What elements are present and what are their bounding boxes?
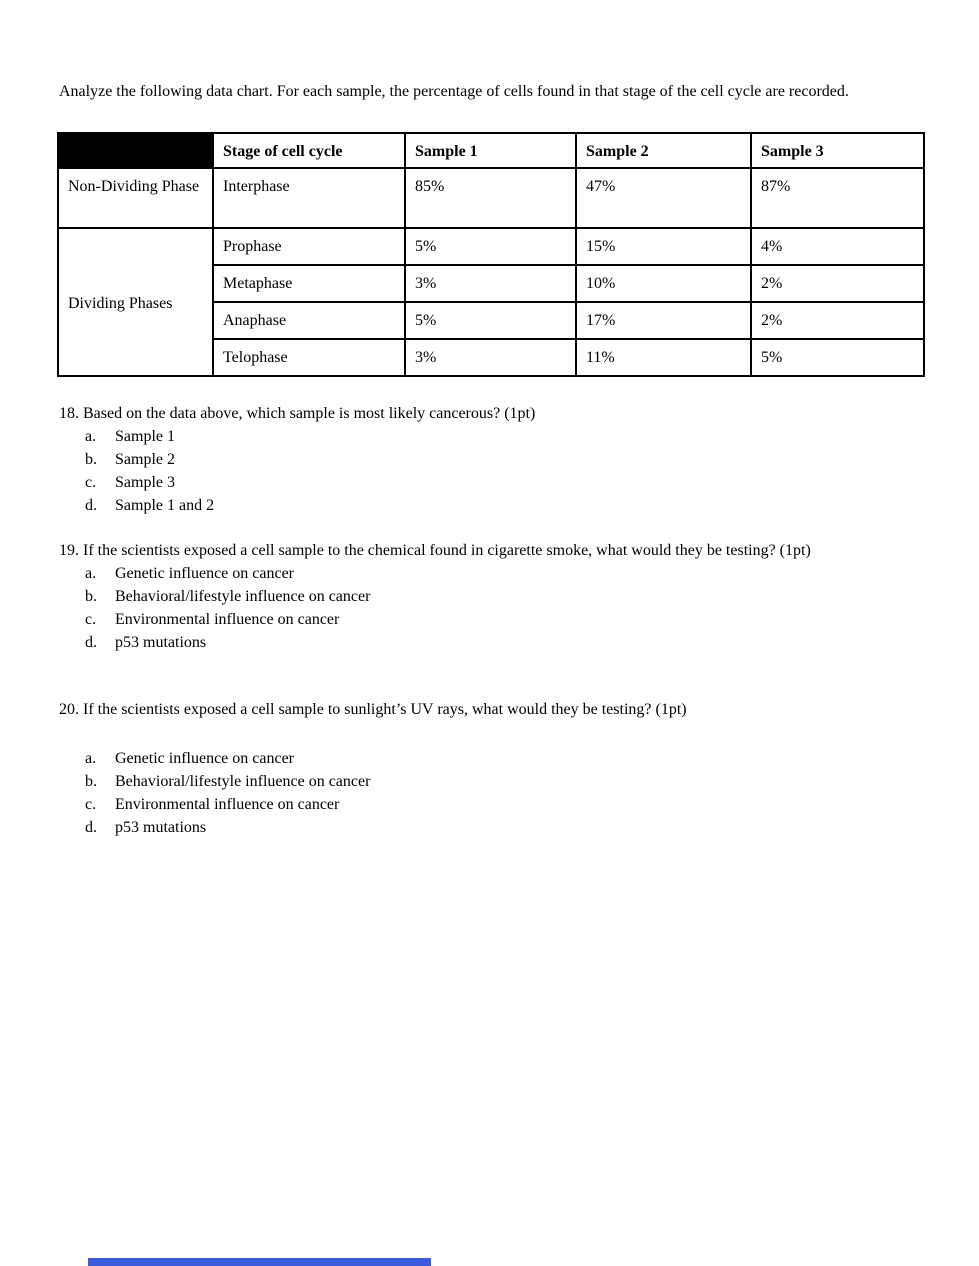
option-text: Behavioral/lifestyle influence on cancer xyxy=(115,588,371,605)
table-row-interphase xyxy=(58,168,924,228)
column-header-sample2: Sample 2 xyxy=(576,133,751,168)
option-b xyxy=(85,585,931,608)
question-number: 19. xyxy=(59,542,79,559)
question-20 xyxy=(59,698,939,839)
option-c xyxy=(85,471,939,494)
option-letter: c. xyxy=(85,611,97,628)
option-text: Environmental influence on cancer xyxy=(115,611,340,628)
option-a xyxy=(85,425,939,448)
option-c xyxy=(85,608,931,631)
column-header-stage: Stage of cell cycle xyxy=(213,133,405,168)
stage-cell: Interphase xyxy=(213,168,405,228)
value-cell: 2% xyxy=(751,302,924,339)
bottom-blue-bar xyxy=(88,1258,431,1266)
option-letter: d. xyxy=(85,819,97,836)
stage-cell: Metaphase xyxy=(213,265,405,302)
column-header-sample1: Sample 1 xyxy=(405,133,576,168)
option-d xyxy=(85,631,931,654)
value-cell: 5% xyxy=(405,302,576,339)
option-text: Sample 3 xyxy=(115,474,175,491)
value-cell: 3% xyxy=(405,339,576,376)
option-letter: b. xyxy=(85,588,97,605)
option-letter: a. xyxy=(85,750,97,767)
question-number: 20. xyxy=(59,701,79,718)
value-cell: 5% xyxy=(405,228,576,265)
question-text: If the scientists exposed a cell sample to the chemical found in cigarette smoke, what would they be testing? (1pt) xyxy=(83,542,811,559)
option-d xyxy=(85,816,939,839)
question-18-text xyxy=(59,402,939,425)
stage-cell: Telophase xyxy=(213,339,405,376)
option-text: Genetic influence on cancer xyxy=(115,565,295,582)
option-letter: d. xyxy=(85,497,97,514)
option-a xyxy=(85,562,931,585)
option-text: Sample 1 xyxy=(115,428,175,445)
table-corner-cell xyxy=(58,133,213,168)
stage-cell: Prophase xyxy=(213,228,405,265)
option-letter: c. xyxy=(85,796,97,813)
option-letter: d. xyxy=(85,634,97,651)
value-cell: 47% xyxy=(576,168,751,228)
option-d xyxy=(85,494,939,517)
option-c xyxy=(85,793,939,816)
value-cell: 4% xyxy=(751,228,924,265)
value-cell: 87% xyxy=(751,168,924,228)
column-header-sample3: Sample 3 xyxy=(751,133,924,168)
option-text: Sample 1 and 2 xyxy=(115,497,215,514)
question-20-text xyxy=(59,698,939,721)
question-18 xyxy=(59,402,939,517)
question-19 xyxy=(59,539,931,654)
question-18-options xyxy=(59,425,939,517)
intro-paragraph: Analyze the following data chart. For each sample, the percentage of cells found in that stage of the cell cycle are recorded. xyxy=(59,83,849,100)
table-row-prophase xyxy=(58,228,924,265)
option-b xyxy=(85,770,939,793)
option-b xyxy=(85,448,939,471)
value-cell: 2% xyxy=(751,265,924,302)
value-cell: 3% xyxy=(405,265,576,302)
option-letter: c. xyxy=(85,474,97,491)
value-cell: 15% xyxy=(576,228,751,265)
option-text: Environmental influence on cancer xyxy=(115,796,340,813)
value-cell: 17% xyxy=(576,302,751,339)
stage-cell: Anaphase xyxy=(213,302,405,339)
option-text: Genetic influence on cancer xyxy=(115,750,295,767)
row-group-non-dividing: Non-Dividing Phase xyxy=(58,168,213,228)
option-letter: a. xyxy=(85,565,97,582)
option-letter: b. xyxy=(85,451,97,468)
table-header-row xyxy=(58,133,924,168)
question-text: If the scientists exposed a cell sample to sunlight’s UV rays, what would they be testing? (1pt) xyxy=(83,701,687,718)
cell-cycle-table xyxy=(57,132,925,377)
option-text: p53 mutations xyxy=(115,634,207,651)
value-cell: 10% xyxy=(576,265,751,302)
row-group-dividing: Dividing Phases xyxy=(58,228,213,376)
value-cell: 5% xyxy=(751,339,924,376)
option-a xyxy=(85,747,939,770)
option-letter: b. xyxy=(85,773,97,790)
question-19-text xyxy=(59,539,931,562)
option-text: Sample 2 xyxy=(115,451,175,468)
question-number: 18. xyxy=(59,405,79,422)
question-text: Based on the data above, which sample is most likely cancerous? (1pt) xyxy=(83,405,536,422)
option-text: p53 mutations xyxy=(115,819,207,836)
option-letter: a. xyxy=(85,428,97,445)
question-20-options xyxy=(59,747,939,839)
question-19-options xyxy=(59,562,931,654)
value-cell: 11% xyxy=(576,339,751,376)
value-cell: 85% xyxy=(405,168,576,228)
option-text: Behavioral/lifestyle influence on cancer xyxy=(115,773,371,790)
